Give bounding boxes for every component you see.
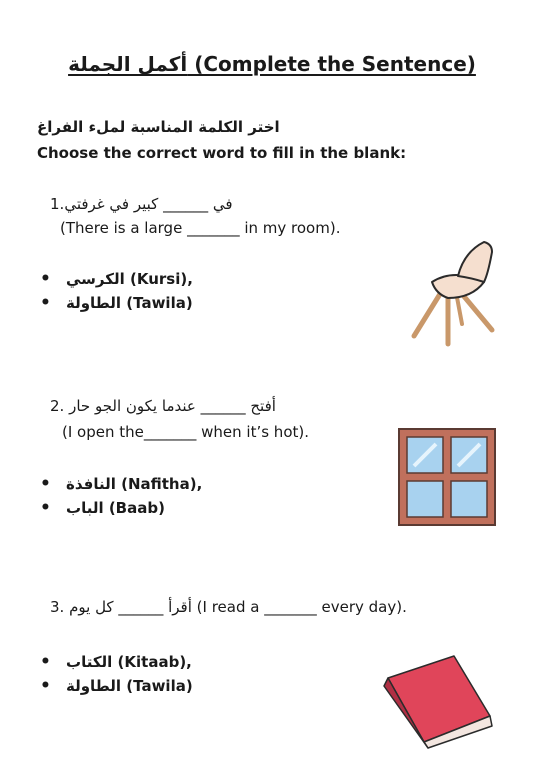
option-item: • الكرسي (Kursi), (40, 267, 193, 291)
option-item: • النافذة (Nafitha), (40, 472, 202, 496)
book-icon (380, 652, 498, 750)
option-item: • الباب (Baab) (40, 496, 202, 520)
window-icon (398, 428, 496, 526)
question-2-arabic: 2. أفتح ______ عندما يكون الجو حار (50, 397, 276, 415)
instruction-english: Choose the correct word to fill in the blank: (37, 144, 407, 162)
question-2-options (40, 472, 202, 520)
option-item: • الطاولة (Tawila) (40, 291, 193, 315)
option-item: • الكتاب (Kitaab), (40, 650, 193, 674)
question-3-options (40, 650, 193, 698)
chair-icon (402, 238, 498, 348)
option-item: • الطاولة (Tawila) (40, 674, 193, 698)
question-1-english: (There is a large _______ in my room). (60, 219, 341, 237)
page-title: أكمل الجملة (Complete the Sentence) (68, 52, 476, 76)
question-1-options (40, 267, 193, 315)
question-1-arabic: 1.في ______ كبير في غرفتي (50, 195, 233, 213)
question-3-line: 3. أقرأ ______ كل يوم (I read a _______ every day). (50, 598, 407, 616)
question-2-english: (I open the_______ when it’s hot). (62, 423, 309, 441)
instruction-arabic: اختر الكلمة المناسبة لملء الفراغ (37, 118, 280, 136)
